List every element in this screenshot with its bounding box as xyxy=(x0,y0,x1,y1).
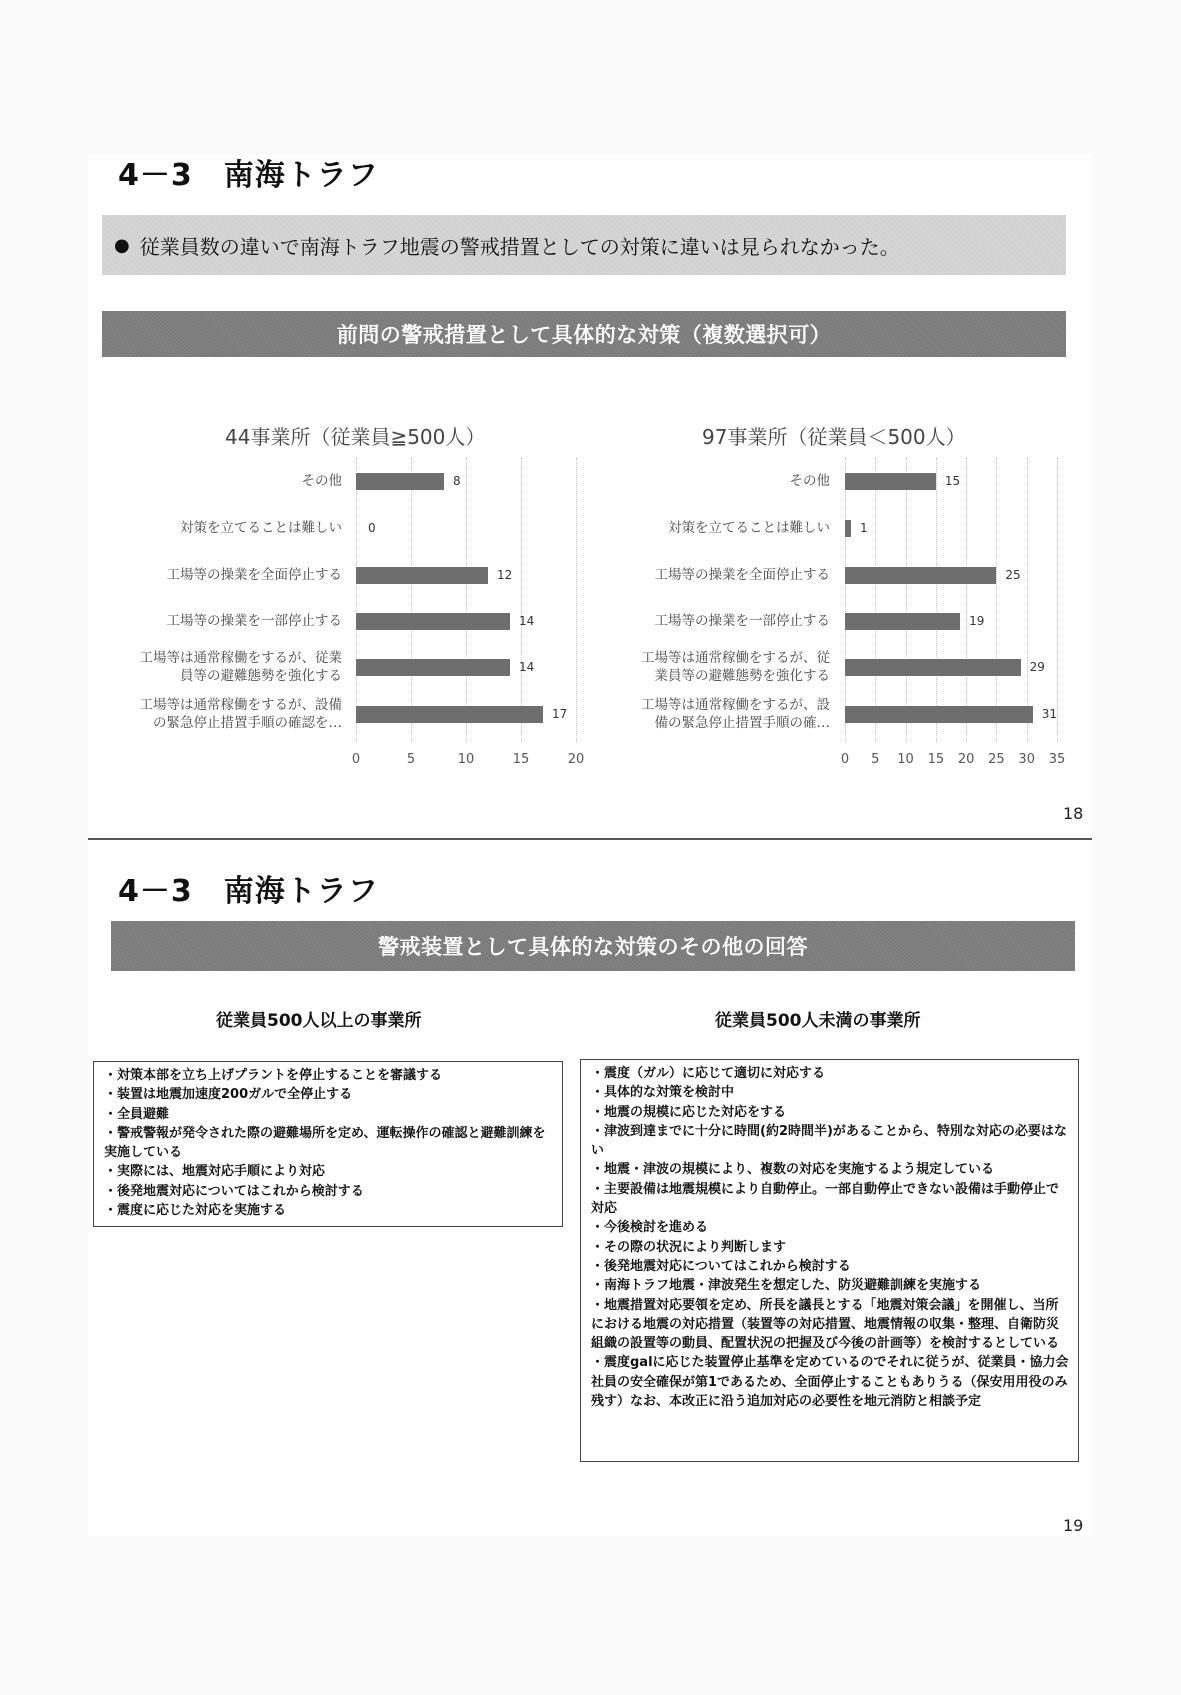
answer-item: ・その際の状況により判断します xyxy=(591,1239,787,1255)
bar xyxy=(845,567,996,584)
x-tick-label: 35 xyxy=(1048,752,1066,767)
summary-text: 従業員数の違いで南海トラフ地震の警戒措置としての対策に違いは見られなかった。 xyxy=(139,234,900,259)
answer-item: ・後発地震対応についてはこれから検討する xyxy=(591,1258,851,1274)
x-tick-label: 0 xyxy=(351,752,361,767)
bar-value-label: 0 xyxy=(368,521,376,535)
answer-item: ・今後検討を進める xyxy=(591,1220,709,1236)
bar xyxy=(845,706,1033,723)
x-tick-label: 15 xyxy=(927,752,945,767)
answer-item: ・後発地震対応についてはこれから検討する xyxy=(104,1183,364,1199)
answer-item: ・全員避難 xyxy=(104,1106,170,1122)
gridline xyxy=(466,458,467,742)
bar xyxy=(356,613,510,630)
bar-value-label: 25 xyxy=(1005,568,1021,582)
bar xyxy=(845,473,936,490)
bar-value-label: 8 xyxy=(453,474,461,488)
bar xyxy=(845,520,851,537)
category-label: 対策を立てることは難しい xyxy=(668,520,830,536)
answer-item: ・実際には、地震対応手順により対応 xyxy=(104,1164,326,1180)
answer-item: ・地震・津波の規模により、複数の対応を実施するよう規定している xyxy=(591,1162,995,1178)
bar-value-label: 19 xyxy=(969,614,985,628)
answer-item: ・主要設備は地震規模により自動停止。一部自動停止できない設備は手動停止で対応 xyxy=(591,1181,1060,1217)
answers-box-large-sites xyxy=(93,1061,563,1227)
gridline xyxy=(936,458,937,742)
chart-title-small-sites: 97事業所（従業員＜500人） xyxy=(702,425,966,449)
x-tick-label: 20 xyxy=(567,752,585,767)
gridline xyxy=(1057,458,1058,742)
x-tick-label: 5 xyxy=(406,752,416,767)
x-tick-label: 20 xyxy=(957,752,975,767)
heading-small-sites: 従業員500人未満の事業所 xyxy=(715,1011,921,1031)
x-tick-label: 30 xyxy=(1018,752,1035,767)
bar-value-label: 29 xyxy=(1029,660,1045,674)
chart-section-banner: 前問の警戒措置として具体的な対策（複数選択可） xyxy=(102,311,1066,357)
bar-value-label: 1 xyxy=(860,521,868,535)
category-label: その他 xyxy=(301,473,342,489)
gridline xyxy=(845,458,846,742)
category-label: 工場等は通常稼働をするが、設 備の緊急停止措置手順の確… xyxy=(641,697,830,731)
gridline xyxy=(411,458,412,742)
bar-value-label: 14 xyxy=(519,614,535,628)
category-label: その他 xyxy=(789,473,830,489)
gridline xyxy=(966,458,967,742)
category-label: 工場等は通常稼働をするが、従業 員等の避難態勢を強化する xyxy=(139,650,342,684)
category-label: 工場等は通常稼働をするが、従 業員等の避難態勢を強化する xyxy=(641,650,830,684)
bar xyxy=(356,473,444,490)
x-tick-label: 10 xyxy=(457,752,475,767)
bullet-icon: ● xyxy=(114,234,130,256)
answer-item: ・装置は地震加速度200ガルで全停止する xyxy=(104,1087,353,1103)
section-title-page-19: 4－3 南海トラフ xyxy=(118,874,379,909)
summary-box xyxy=(102,215,1066,275)
other-answers-banner: 警戒装置として具体的な対策のその他の回答 xyxy=(111,921,1075,971)
answer-item: ・地震の規模に応じた対応をする xyxy=(591,1104,787,1120)
bar-value-label: 14 xyxy=(519,660,535,674)
gridline xyxy=(1027,458,1028,742)
x-tick-label: 0 xyxy=(840,752,850,767)
x-tick-label: 25 xyxy=(988,752,1005,767)
gridline xyxy=(996,458,997,742)
category-label: 工場等の操業を一部停止する xyxy=(166,613,342,629)
x-tick-label: 10 xyxy=(897,752,914,767)
x-tick-label: 5 xyxy=(871,752,880,767)
category-label: 工場等の操業を全面停止する xyxy=(166,567,342,583)
bar-value-label: 12 xyxy=(497,568,513,582)
answer-item: ・南海トラフ地震・津波発生を想定した、防災避難訓練を実施する xyxy=(591,1278,982,1294)
bar xyxy=(356,659,510,676)
bar xyxy=(845,659,1021,676)
bar xyxy=(356,567,488,584)
gridline xyxy=(521,458,522,742)
gridline xyxy=(875,458,876,742)
gridline xyxy=(356,458,357,742)
bar-value-label: 15 xyxy=(944,474,961,488)
bar-value-label: 31 xyxy=(1041,707,1058,721)
answer-item: ・震度（ガル）に応じて適切に対応する xyxy=(591,1066,826,1081)
answer-item: ・警戒警報が発令された際の避難場所を定め、運転操作の確認と避難訓練を実施している xyxy=(104,1125,546,1161)
answer-item: ・津波到達までに十分に時間(約2時間半)があることから、特別な対応の必要はない xyxy=(591,1123,1067,1159)
answer-item: ・具体的な対策を検討中 xyxy=(591,1085,735,1101)
answer-item: ・震度galに応じた装置停止基準を定めているのでそれに従うが、従業員・協力会社員の安全確保が第1であるため、全面停止することもありうる（保安用用役のみ残す）なお、本改正に沿う追加対応の必要性を地元消防と相談予定 xyxy=(591,1355,1069,1410)
x-tick-label: 15 xyxy=(512,752,530,767)
page-number-19: 19 xyxy=(1063,1516,1084,1535)
bar xyxy=(845,613,960,630)
category-label: 工場等の操業を一部停止する xyxy=(654,613,830,629)
gridline xyxy=(576,458,577,742)
heading-large-sites: 従業員500人以上の事業所 xyxy=(216,1011,422,1031)
category-label: 工場等は通常稼働をするが、設備 の緊急停止措置手順の確認を… xyxy=(139,697,342,731)
page-divider xyxy=(88,838,1092,840)
chart-title-large-sites: 44事業所（従業員≧500人） xyxy=(225,425,486,449)
category-label: 工場等の操業を全面停止する xyxy=(654,567,830,583)
section-title-page-18: 4－3 南海トラフ xyxy=(118,158,379,193)
answer-item: ・対策本部を立ち上げプラントを停止することを審議する xyxy=(104,1068,443,1083)
page-number-18: 18 xyxy=(1063,804,1084,823)
bar-value-label: 17 xyxy=(552,707,568,721)
gridline xyxy=(906,458,907,742)
answer-item: ・地震措置対応要領を定め、所長を議長とする「地震対策会議」を開催し、当所における地震の対応措置（装置等の対応措置、地震情報の収集・整理、自衛防災組織の設置等の動員、配置状況の把握及び今後の計画等）を検討するとしている xyxy=(591,1297,1060,1352)
bar xyxy=(356,706,543,723)
category-label: 対策を立てることは難しい xyxy=(180,520,342,536)
answer-item: ・震度に応じた対応を実施する xyxy=(104,1203,287,1219)
answers-box-small-sites xyxy=(580,1059,1079,1462)
